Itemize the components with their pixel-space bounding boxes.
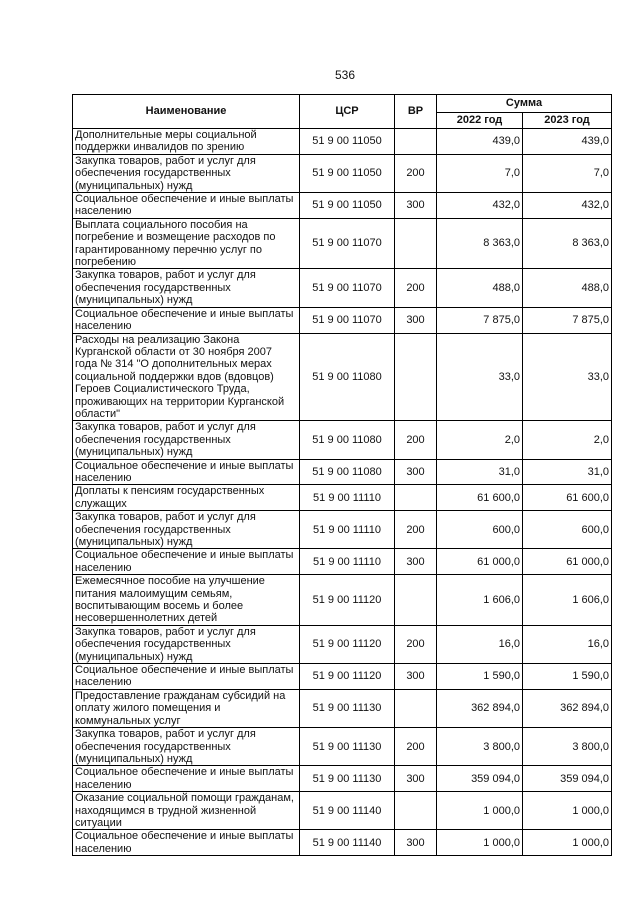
row-csr-cell: 51 9 00 11120: [300, 625, 395, 663]
row-2022-cell: 488,0: [437, 269, 523, 307]
header-csr: ЦСР: [300, 95, 395, 129]
row-vr-cell: [395, 575, 437, 626]
row-2022-cell: 16,0: [437, 625, 523, 663]
row-vr-cell: 300: [395, 459, 437, 485]
row-2023-cell: 33,0: [523, 333, 612, 421]
row-vr-cell: 200: [395, 728, 437, 766]
row-2022-cell: 1 590,0: [437, 664, 523, 690]
header-name: Наименование: [73, 95, 300, 129]
row-vr-cell: 200: [395, 421, 437, 459]
row-vr-cell: 200: [395, 511, 437, 549]
row-name-cell: Оказание социальной помощи гражданам, находящимся в трудной жизненной ситуации: [73, 792, 300, 830]
row-2022-cell: 439,0: [437, 129, 523, 155]
header-sum: Сумма: [437, 95, 612, 113]
row-2023-cell: 1 590,0: [523, 664, 612, 690]
table-row: [73, 549, 612, 575]
row-name-cell: Закупка товаров, работ и услуг для обеспечения государственных (муниципальных) нужд: [73, 511, 300, 549]
row-2022-cell: 2,0: [437, 421, 523, 459]
row-csr-cell: 51 9 00 11110: [300, 549, 395, 575]
row-name-cell: Ежемесячное пособие на улучшение питания малоимущим семьям, воспитывающим восемь и более несовершеннолетних детей: [73, 575, 300, 626]
table-row: [73, 766, 612, 792]
row-2022-cell: 7 875,0: [437, 307, 523, 333]
row-csr-cell: 51 9 00 11050: [300, 129, 395, 155]
table-row: [73, 485, 612, 511]
row-2023-cell: 359 094,0: [523, 766, 612, 792]
row-csr-cell: 51 9 00 11070: [300, 269, 395, 307]
table-row: [73, 269, 612, 307]
row-csr-cell: 51 9 00 11050: [300, 193, 395, 219]
row-2022-cell: 8 363,0: [437, 218, 523, 269]
row-vr-cell: 300: [395, 664, 437, 690]
row-csr-cell: 51 9 00 11110: [300, 485, 395, 511]
row-2023-cell: 432,0: [523, 193, 612, 219]
table-row: [73, 193, 612, 219]
row-vr-cell: 300: [395, 549, 437, 575]
row-2023-cell: 31,0: [523, 459, 612, 485]
row-2023-cell: 1 606,0: [523, 575, 612, 626]
row-2022-cell: 3 800,0: [437, 728, 523, 766]
table-row: [73, 421, 612, 459]
row-2022-cell: 31,0: [437, 459, 523, 485]
row-csr-cell: 51 9 00 11120: [300, 575, 395, 626]
row-vr-cell: 200: [395, 625, 437, 663]
row-csr-cell: 51 9 00 11080: [300, 459, 395, 485]
table-row: [73, 664, 612, 690]
row-vr-cell: [395, 485, 437, 511]
table-row: [73, 459, 612, 485]
table-body: [73, 129, 612, 856]
row-2022-cell: 1 606,0: [437, 575, 523, 626]
row-2022-cell: 1 000,0: [437, 830, 523, 856]
row-name-cell: Закупка товаров, работ и услуг для обеспечения государственных (муниципальных) нужд: [73, 421, 300, 459]
row-name-cell: Дополнительные меры социальной поддержки инвалидов по зрению: [73, 129, 300, 155]
row-2022-cell: 362 894,0: [437, 689, 523, 727]
row-name-cell: Социальное обеспечение и иные выплаты населению: [73, 766, 300, 792]
table-header: [73, 95, 612, 129]
row-2022-cell: 7,0: [437, 154, 523, 192]
row-2022-cell: 61 600,0: [437, 485, 523, 511]
table-row: [73, 154, 612, 192]
table-row: [73, 728, 612, 766]
table-row: [73, 792, 612, 830]
row-2023-cell: 7,0: [523, 154, 612, 192]
row-2023-cell: 7 875,0: [523, 307, 612, 333]
row-csr-cell: 51 9 00 11120: [300, 664, 395, 690]
row-vr-cell: [395, 129, 437, 155]
header-year-2022: 2022 год: [437, 113, 523, 129]
row-csr-cell: 51 9 00 11130: [300, 766, 395, 792]
row-vr-cell: 300: [395, 193, 437, 219]
row-csr-cell: 51 9 00 11110: [300, 511, 395, 549]
row-2023-cell: 3 800,0: [523, 728, 612, 766]
header-year-2023: 2023 год: [523, 113, 612, 129]
row-csr-cell: 51 9 00 11080: [300, 333, 395, 421]
row-name-cell: Социальное обеспечение и иные выплаты населению: [73, 459, 300, 485]
budget-table: [72, 94, 612, 856]
table-row: [73, 333, 612, 421]
row-2022-cell: 33,0: [437, 333, 523, 421]
row-csr-cell: 51 9 00 11130: [300, 689, 395, 727]
row-2023-cell: 439,0: [523, 129, 612, 155]
row-2022-cell: 61 000,0: [437, 549, 523, 575]
row-2023-cell: 16,0: [523, 625, 612, 663]
row-2023-cell: 2,0: [523, 421, 612, 459]
row-name-cell: Закупка товаров, работ и услуг для обеспечения государственных (муниципальных) нужд: [73, 269, 300, 307]
row-name-cell: Социальное обеспечение и иные выплаты населению: [73, 549, 300, 575]
row-name-cell: Социальное обеспечение и иные выплаты населению: [73, 664, 300, 690]
row-2023-cell: 362 894,0: [523, 689, 612, 727]
row-vr-cell: 300: [395, 830, 437, 856]
row-2022-cell: 359 094,0: [437, 766, 523, 792]
row-2022-cell: 432,0: [437, 193, 523, 219]
row-csr-cell: 51 9 00 11140: [300, 830, 395, 856]
row-name-cell: Расходы на реализацию Закона Курганской области от 30 ноября 2007 года № 314 "О дополнительных мерах социальной поддержки вдов (вдовцов) Героев Социалистического Труда, проживающих на территории Курганской области": [73, 333, 300, 421]
row-name-cell: Закупка товаров, работ и услуг для обеспечения государственных (муниципальных) нужд: [73, 154, 300, 192]
row-csr-cell: 51 9 00 11070: [300, 307, 395, 333]
row-vr-cell: [395, 333, 437, 421]
table-row: [73, 575, 612, 626]
row-name-cell: Выплата социального пособия на погребение и возмещение расходов по гарантированному перечню услуг по погребению: [73, 218, 300, 269]
row-2023-cell: 1 000,0: [523, 792, 612, 830]
table-row: [73, 129, 612, 155]
row-name-cell: Доплаты к пенсиям государственных служащих: [73, 485, 300, 511]
row-2022-cell: 600,0: [437, 511, 523, 549]
row-vr-cell: [395, 218, 437, 269]
row-csr-cell: 51 9 00 11130: [300, 728, 395, 766]
row-name-cell: Закупка товаров, работ и услуг для обеспечения государственных (муниципальных) нужд: [73, 625, 300, 663]
table-row: [73, 307, 612, 333]
row-name-cell: Закупка товаров, работ и услуг для обеспечения государственных (муниципальных) нужд: [73, 728, 300, 766]
row-vr-cell: 200: [395, 269, 437, 307]
row-2023-cell: 488,0: [523, 269, 612, 307]
row-csr-cell: 51 9 00 11070: [300, 218, 395, 269]
table-row: [73, 625, 612, 663]
row-csr-cell: 51 9 00 11140: [300, 792, 395, 830]
row-2023-cell: 8 363,0: [523, 218, 612, 269]
row-vr-cell: 200: [395, 154, 437, 192]
row-name-cell: Социальное обеспечение и иные выплаты населению: [73, 830, 300, 856]
row-2023-cell: 1 000,0: [523, 830, 612, 856]
page-number: 536: [334, 68, 356, 82]
table-row: [73, 689, 612, 727]
row-name-cell: Социальное обеспечение и иные выплаты населению: [73, 193, 300, 219]
row-name-cell: Социальное обеспечение и иные выплаты населению: [73, 307, 300, 333]
row-name-cell: Предоставление гражданам субсидий на оплату жилого помещения и коммунальных услуг: [73, 689, 300, 727]
row-2023-cell: 61 600,0: [523, 485, 612, 511]
table-row: [73, 218, 612, 269]
row-vr-cell: 300: [395, 766, 437, 792]
row-2023-cell: 600,0: [523, 511, 612, 549]
row-csr-cell: 51 9 00 11050: [300, 154, 395, 192]
row-2023-cell: 61 000,0: [523, 549, 612, 575]
row-csr-cell: 51 9 00 11080: [300, 421, 395, 459]
row-vr-cell: [395, 689, 437, 727]
table-row: [73, 511, 612, 549]
table-row: [73, 830, 612, 856]
row-vr-cell: [395, 792, 437, 830]
row-2022-cell: 1 000,0: [437, 792, 523, 830]
row-vr-cell: 300: [395, 307, 437, 333]
header-vr: ВР: [395, 95, 437, 129]
